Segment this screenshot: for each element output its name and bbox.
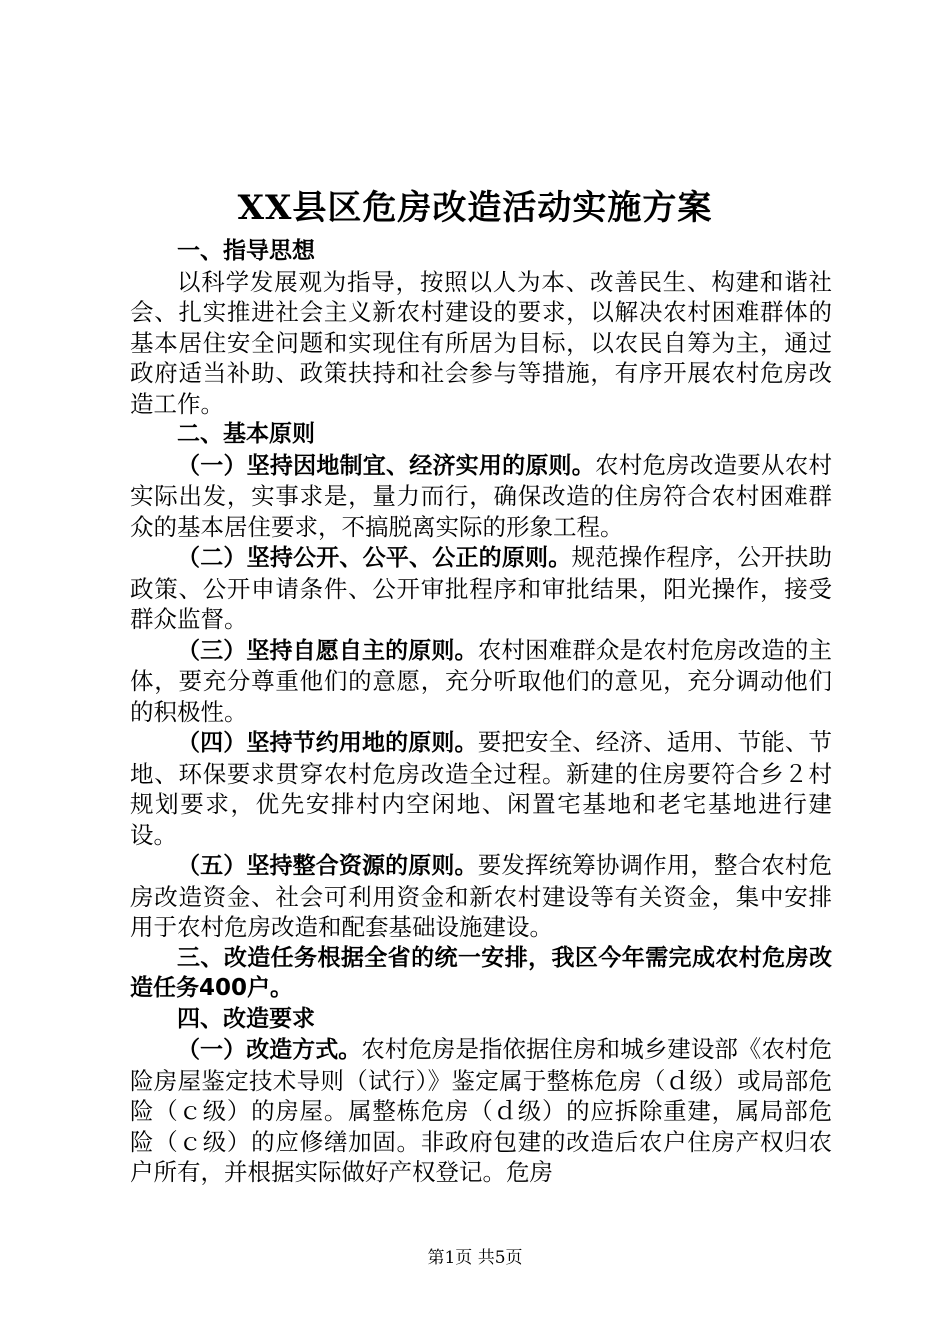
principle-paragraph-5 xyxy=(130,850,832,943)
principle-lead-2: （二）坚持公开、公平、公正的原则。 xyxy=(177,545,572,571)
principle-paragraph-4 xyxy=(130,727,832,850)
principle-lead-3: （三）坚持自愿自主的原则。 xyxy=(177,637,478,664)
section-paragraph-3: 三、改造任务根据全省的统一安排，我区今年需完成农村危房改造任务400户。 xyxy=(130,944,832,1001)
section-heading-2: 二、基本原则 xyxy=(177,421,315,447)
requirement-lead-1: （一）改造方式。 xyxy=(177,1037,362,1063)
principle-text-3: 农村困难群众是农村危房改造的主体，要充分尊重他们的意愿，充分听取他们的意见，充分调动他们的积极性。 xyxy=(130,635,833,726)
principle-lead-1: （一）坚持因地制宜、经济实用的原则。 xyxy=(177,452,595,479)
principle-text-1: 农村危房改造要从农村实际出发，实事求是，量力而行，确保改造的住房符合农村困难群众的基本居住要求，不搞脱离实际的形象工程。 xyxy=(130,450,832,541)
section-heading-1: 一、指导思想 xyxy=(177,238,315,264)
principle-paragraph-3 xyxy=(130,635,832,728)
principle-lead-5: （五）坚持整合资源的原则。 xyxy=(177,853,478,879)
page-footer: 第1页 共5页 xyxy=(427,1248,523,1268)
document-title: XX县区危房改造活动实施方案 xyxy=(237,188,713,228)
principle-paragraph-2 xyxy=(130,542,832,635)
requirement-paragraph-1 xyxy=(130,1034,832,1188)
principle-paragraph-1 xyxy=(130,450,832,543)
section-heading-4: 四、改造要求 xyxy=(177,1005,315,1032)
principle-text-4: 要把安全、经济、适用、节能、节地、环保要求贯穿农村危房改造全过程。新建的住房要符合乡２村规划要求，优先安排村内空闲地、闲置宅基地和老宅基地进行建设。 xyxy=(130,728,833,849)
principle-text-5: 要发挥统筹协调作用，整合农村危房改造资金、社会可利用资金和新农村建设等有关资金，集中安排用于农村危房改造和配套基础设施建设。 xyxy=(130,851,833,941)
principle-lead-4: （四）坚持节约用地的原则。 xyxy=(177,730,478,756)
requirement-text-1: 农村危房是指依据住房和城乡建设部《农村危险房屋鉴定技术导则（试行）》鉴定属于整栋危房（ｄ级）或局部危险（ｃ级）的房屋。属整栋危房（ｄ级）的应拆除重建，属局部危险（ｃ级）的应修缮加固。非政府包建的改造后农户住房产权归农户所有，并根据实际做好产权登记。危房 xyxy=(130,1035,832,1186)
document-body xyxy=(130,236,832,1188)
principle-text-2: 规范操作程序，公开扶助政策、公开申请条件、公开审批程序和审批结果，阳光操作，接受群众监督。 xyxy=(130,543,833,633)
section-paragraph-1: 以科学发展观为指导，按照以人为本、改善民生、构建和谐社会、扎实推进社会主义新农村建设的要求，以解决农村困难群体的基本居住安全问题和实现住有所居为目标，以农民自筹为主，通过政府适当补助、政策扶持和社会参与等措施，有序开展农村危房改造工作。 xyxy=(130,267,832,418)
